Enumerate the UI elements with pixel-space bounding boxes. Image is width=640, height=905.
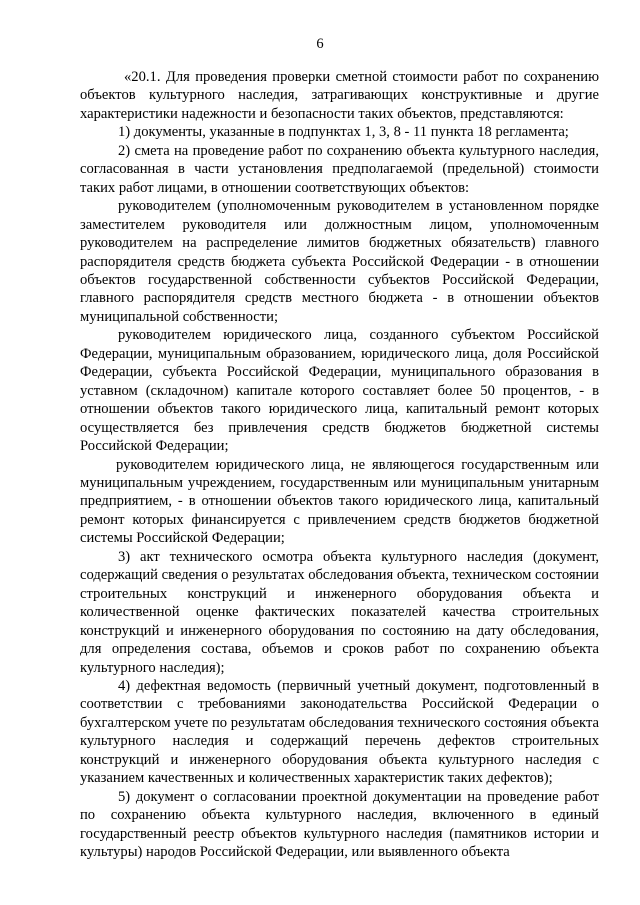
paragraph-item-3: 3) акт технического осмотра объекта культурного наследия (документ, содержащий сведения о результатах обследования объекта, техническом состоянии строительных конструкций и инженерного оборудования объекта и количественной оценке фактических показателей качества строительных конструкций и инженерного оборудования по состоянию на дату обследования, для определения состава, объемов и сроков работ по сохранению объекта культурного наследия); [80,548,599,676]
paragraph-head-legal-entity: руководителем юридического лица, созданного субъектом Российской Федерации, муниципальным образованием, юридического лица, доля Российской Федерации, субъекта Российской Федерации, муниципального образования в уставном (складочном) капитале которого составляет более 50 процентов, - в отношении объектов такого юридического лица, капитальный ремонт которых осуществляется без привлечения средств бюджетов бюджетной системы Российской Федерации; [80,327,599,455]
paragraph-head-executive: руководителем (уполномоченным руководителем в установленном порядке заместителем руководителя или должностным лицом, уполномоченным руководителем на распределение лимитов бюджетных обязательств) главного распорядителя средств бюджета субъекта Российской Федерации - в отношении объектов государственной собственности субъектов Российской Федерации, главного распорядителя средств местного бюджета - в отношении объектов муниципальной собственности; [80,198,599,325]
paragraph-20-1: «20.1. Для проведения проверки сметной стоимости работ по сохранению объектов культурного наследия, затрагивающих конструктивные и другие характеристики надежности и безопасности таких объектов, представляются: [80,69,599,122]
page-number: 6 [316,36,324,52]
paragraph-head-non-state-entity: руководителем юридического лица, не являющегося государственным или муниципальным учреждением, государственным или муниципальным унитарным предприятием, - в отношении объектов такого юридического лица, капитальный ремонт которых финансируется с привлечением средств бюджетов бюджетной системы Российской Федерации; [80,456,599,547]
document-body [80,68,599,861]
paragraph-item-4: 4) дефектная ведомость (первичный учетный документ, подготовленный в соответствии с требованиями законодательства Российской Федерации о бухгалтерском учете по результатам обследования технического состояния объекта культурного наследия и содержащий перечень дефектов строительных конструкций и инженерного оборудования объекта культурного наследия с указанием качественных и количественных характеристик таких дефектов); [80,677,599,787]
paragraph-item-2: 2) смета на проведение работ по сохранению объекта культурного наследия, согласованная в части установления предполагаемой (предельной) стоимости таких работ лицами, в отношении соответствующих объектов: [80,142,599,196]
paragraph-item-5: 5) документ о согласовании проектной документации на проведение работ по сохранению объекта культурного наследия, включенного в единый государственный реестр объектов культурного наследия (памятников истории и культуры) народов Российской Федерации, или выявленного объекта [80,788,599,861]
paragraph-item-1: 1) документы, указанные в подпунктах 1, 3, 8 - 11 пункта 18 регламента; [118,124,569,141]
